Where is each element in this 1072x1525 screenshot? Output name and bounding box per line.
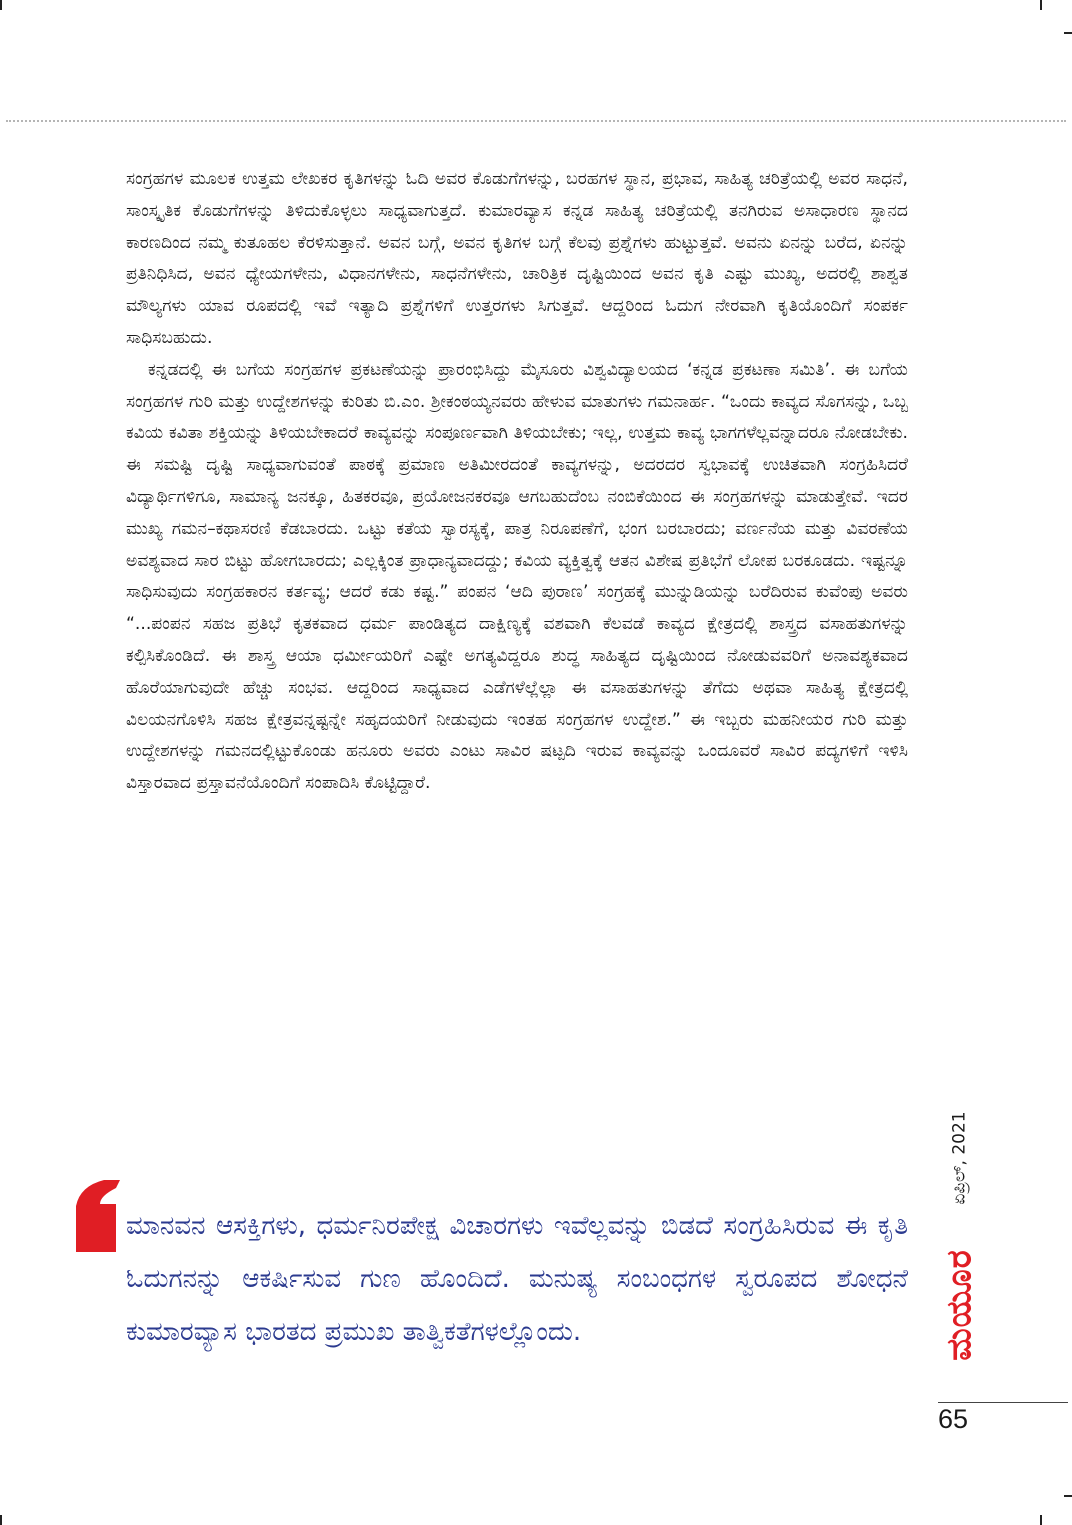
pull-quote	[126, 1200, 908, 1359]
body-paragraph-1: ಸಂಗ್ರಹಗಳ ಮೂಲಕ ಉತ್ತಮ ಲೇಖಕರ ಕೃತಿಗಳನ್ನು ಓದಿ ಅವರ ಕೊಡುಗೆಗಳನ್ನು, ಬರಹಗಳ ಸ್ಥಾನ, ಪ್ರಭಾವ, ಸಾಹಿತ್ಯ ಚರಿತ್ರೆಯಲ್ಲಿ ಅವರ ಸಾಧನೆ, ಸಾಂಸ್ಕೃತಿಕ ಕೊಡುಗೆಗಳನ್ನು ತಿಳಿದುಕೊಳ್ಳಲು ಸಾಧ್ಯವಾಗುತ್ತದೆ. ಕುಮಾರವ್ಯಾಸ ಕನ್ನಡ ಸಾಹಿತ್ಯ ಚರಿತ್ರೆಯಲ್ಲಿ ತನಗಿರುವ ಅಸಾಧಾರಣ ಸ್ಥಾನದ ಕಾರಣದಿಂದ ನಮ್ಮ ಕುತೂಹಲ ಕೆರಳಿಸುತ್ತಾನೆ. ಅವನ ಬಗ್ಗೆ, ಅವನ ಕೃತಿಗಳ ಬಗ್ಗೆ ಕೆಲವು ಪ್ರಶ್ನೆಗಳು ಹುಟ್ಟುತ್ತವೆ. ಅವನು ಏನನ್ನು ಬರೆದ, ಏನನ್ನು ಪ್ರತಿನಿಧಿಸಿದ, ಅವನ ಧ್ಯೇಯಗಳೇನು, ವಿಧಾನಗಳೇನು, ಸಾಧನೆಗಳೇನು, ಚಾರಿತ್ರಿಕ ದೃಷ್ಟಿಯಿಂದ ಅವನ ಕೃತಿ ಎಷ್ಟು ಮುಖ್ಯ, ಅದರಲ್ಲಿ ಶಾಶ್ವತ ಮೌಲ್ಯಗಳು ಯಾವ ರೂಪದಲ್ಲಿ ಇವೆ ಇತ್ಯಾದಿ ಪ್ರಶ್ನೆಗಳಿಗೆ ಉತ್ತರಗಳು ಸಿಗುತ್ತವೆ. ಆದ್ದರಿಂದ ಓದುಗ ನೇರವಾಗಿ ಕೃತಿಯೊಂದಿಗೆ ಸಂಪರ್ಕ ಸಾಧಿಸಬಹುದು.	[126, 169, 908, 348]
footer-rule	[938, 1402, 1068, 1403]
quote-mark-icon	[76, 1180, 120, 1252]
crop-mark-bottom-left	[0, 1515, 2, 1525]
article-body	[126, 164, 908, 800]
pull-quote-text: ಮಾನವನ ಆಸಕ್ತಿಗಳು, ಧರ್ಮನಿರಪೇಕ್ಷ ವಿಚಾರಗಳು ಇವೆಲ್ಲವನ್ನು ಬಿಡದೆ ಸಂಗ್ರಹಿಸಿರುವ ಈ ಕೃತಿ ಓದುಗನನ್ನು ಆಕರ್ಷಿಸುವ ಗುಣ ಹೊಂದಿದೆ. ಮನುಷ್ಯ ಸಂಬಂಧಗಳ ಸ್ವರೂಪದ ಶೋಧನೆ ಕುಮಾರವ್ಯಾಸ ಭಾರತದ ಪ್ರಮುಖ ತಾತ್ವಿಕತೆಗಳಲ್ಲೊಂದು.	[126, 1211, 908, 1347]
crop-mark-top-left	[0, 0, 2, 10]
crop-mark-bottom-right	[1040, 1515, 1042, 1525]
magazine-logo	[930, 1212, 990, 1398]
page-number: 65	[938, 1404, 969, 1434]
crop-mark-top-right	[1040, 0, 1042, 10]
header-dotted-rule	[6, 120, 1066, 122]
crop-mark-right-top	[1064, 32, 1072, 34]
magazine-logo-text: ಮಯೂರ	[940, 1249, 980, 1361]
body-paragraph-2: ಕನ್ನಡದಲ್ಲಿ ಈ ಬಗೆಯ ಸಂಗ್ರಹಗಳ ಪ್ರಕಟಣೆಯನ್ನು ಪ್ರಾರಂಭಿಸಿದ್ದು ಮೈಸೂರು ವಿಶ್ವವಿದ್ಯಾಲಯದ ‘ಕನ್ನಡ ಪ್ರಕಟಣಾ ಸಮಿತಿ’. ಈ ಬಗೆಯ ಸಂಗ್ರಹಗಳ ಗುರಿ ಮತ್ತು ಉದ್ದೇಶಗಳನ್ನು ಕುರಿತು ಬಿ.ಎಂ. ಶ್ರೀಕಂಠಯ್ಯನವರು ಹೇಳುವ ಮಾತುಗಳು ಗಮನಾರ್ಹ. “ಒಂದು ಕಾವ್ಯದ ಸೊಗಸನ್ನು, ಒಬ್ಬ ಕವಿಯ ಕವಿತಾ ಶಕ್ತಿಯನ್ನು ತಿಳಿಯಬೇಕಾದರೆ ಕಾವ್ಯವನ್ನು ಸಂಪೂರ್ಣವಾಗಿ ತಿಳಿಯಬೇಕು; ಇಲ್ಲ, ಉತ್ತಮ ಕಾವ್ಯ ಭಾಗಗಳೆಲ್ಲವನ್ನಾದರೂ ನೋಡಬೇಕು. ಈ ಸಮಷ್ಟಿ ದೃಷ್ಟಿ ಸಾಧ್ಯವಾಗುವಂತೆ ಪಾಠಕ್ಕೆ ಪ್ರಮಾಣ ಅತಿಮೀರದಂತೆ ಕಾವ್ಯಗಳನ್ನು, ಅದರದರ ಸ್ವಭಾವಕ್ಕೆ ಉಚಿತವಾಗಿ ಸಂಗ್ರಹಿಸಿದರೆ ವಿದ್ಯಾರ್ಥಿಗಳಿಗೂ, ಸಾಮಾನ್ಯ ಜನಕ್ಕೂ, ಹಿತಕರವೂ, ಪ್ರಯೋಜನಕರವೂ ಆಗಬಹುದೆಂಬ ನಂಬಿಕೆಯಿಂದ ಈ ಸಂಗ್ರಹಗಳನ್ನು ಮಾಡುತ್ತೇವೆ. ಇದರ ಮುಖ್ಯ ಗಮನ–ಕಥಾಸರಣಿ ಕೆಡಬಾರದು. ಒಟ್ಟು ಕತೆಯ ಸ್ವಾರಸ್ಯಕ್ಕೆ, ಪಾತ್ರ ನಿರೂಪಣೆಗೆ, ಭಂಗ ಬರಬಾರದು; ವರ್ಣನೆಯ ಮತ್ತು ವಿವರಣೆಯ ಅವಶ್ಯವಾದ ಸಾರ ಬಿಟ್ಟು ಹೋಗಬಾರದು; ಎಲ್ಲಕ್ಕಿಂತ ಪ್ರಾಧಾನ್ಯವಾದದ್ದು; ಕವಿಯ ವ್ಯಕ್ತಿತ್ವಕ್ಕೆ ಆತನ ವಿಶೇಷ ಪ್ರತಿಭೆಗೆ ಲೋಪ ಬರಕೂಡದು. ಇಷ್ಟನ್ನೂ ಸಾಧಿಸುವುದು ಸಂಗ್ರಹಕಾರನ ಕರ್ತವ್ಯ; ಆದರೆ ಕಡು ಕಷ್ಟ.” ಪಂಪನ ‘ಆದಿ ಪುರಾಣ’ ಸಂಗ್ರಹಕ್ಕೆ ಮುನ್ನುಡಿಯನ್ನು ಬರೆದಿರುವ ಕುವೆಂಪು ಅವರು “...ಪಂಪನ ಸಹಜ ಪ್ರತಿಭೆ ಕೃತಕವಾದ ಧರ್ಮ ಪಾಂಡಿತ್ಯದ ದಾಕ್ಷಿಣ್ಯಕ್ಕೆ ವಶವಾಗಿ ಕೆಲವಡೆ ಕಾವ್ಯದ ಕ್ಷೇತ್ರದಲ್ಲಿ ಶಾಸ್ತ್ರದ ವಸಾಹತುಗಳನ್ನು ಕಲ್ಪಿಸಿಕೊಂಡಿದೆ. ಈ ಶಾಸ್ತ್ರ ಆಯಾ ಧರ್ಮೀಯರಿಗೆ ಎಷ್ಟೇ ಅಗತ್ಯವಿದ್ದರೂ ಶುದ್ಧ ಸಾಹಿತ್ಯದ ದೃಷ್ಟಿಯಿಂದ ನೋಡುವವರಿಗೆ ಅನಾವಶ್ಯಕವಾದ ಹೊರೆಯಾಗುವುದೇ ಹೆಚ್ಚು ಸಂಭವ. ಆದ್ದರಿಂದ ಸಾಧ್ಯವಾದ ಎಡೆಗಳೆಲ್ಲೆಲ್ಲಾ ಈ ವಸಾಹತುಗಳನ್ನು ತೆಗೆದು ಅಥವಾ ಸಾಹಿತ್ಯ ಕ್ಷೇತ್ರದಲ್ಲಿ ವಿಲಯನಗೊಳಿಸಿ ಸಹಜ ಕ್ಷೇತ್ರವನ್ನಷ್ಟನ್ನೇ ಸಹೃದಯರಿಗೆ ನೀಡುವುದು ಇಂತಹ ಸಂಗ್ರಹಗಳ ಉದ್ದೇಶ.” ಈ ಇಬ್ಬರು ಮಹನೀಯರ ಗುರಿ ಮತ್ತು ಉದ್ದೇಶಗಳನ್ನು ಗಮನದಲ್ಲಿಟ್ಟುಕೊಂಡು ಹನೂರು ಅವರು ಎಂಟು ಸಾವಿರ ಷಟ್ಪದಿ ಇರುವ ಕಾವ್ಯವನ್ನು ಒಂದೂವರೆ ಸಾವಿರ ಪದ್ಯಗಳಿಗೆ ಇಳಿಸಿ ವಿಸ್ತಾರವಾದ ಪ್ರಸ್ತಾವನೆಯೊಂದಿಗೆ ಸಂಪಾದಿಸಿ ಕೊಟ್ಟಿದ್ದಾರೆ.	[126, 359, 908, 794]
issue-date	[938, 1110, 982, 1206]
issue-date-text: ಏಪ್ರಿಲ್, 2021	[950, 1111, 970, 1205]
crop-mark-right-bottom	[1064, 1495, 1072, 1497]
